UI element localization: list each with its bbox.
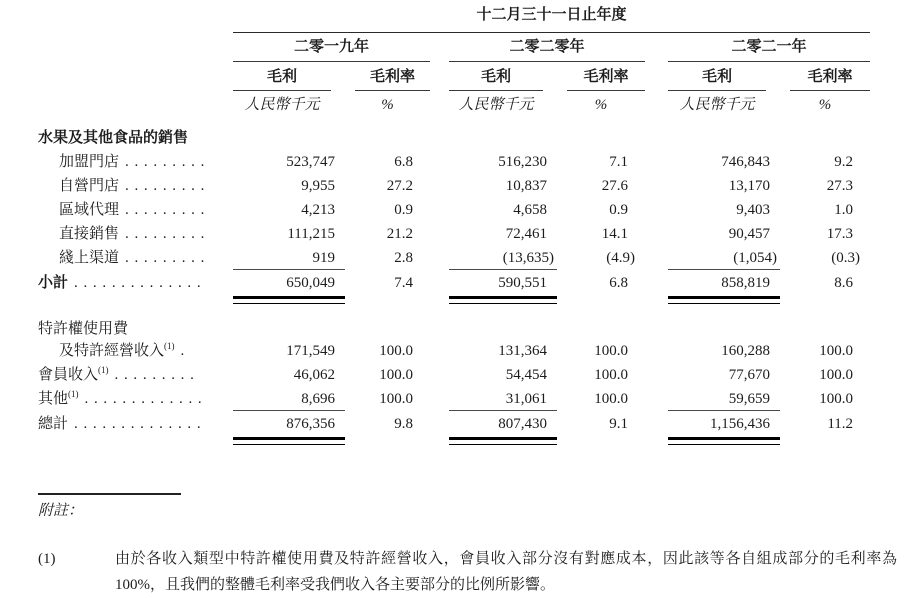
dot-leader: ......... bbox=[114, 367, 200, 383]
subtotal-double-rule-row bbox=[38, 294, 870, 304]
units-row bbox=[38, 91, 870, 125]
row-regional-agency bbox=[38, 197, 870, 221]
cell-2021-margin: (0.3) bbox=[831, 250, 861, 266]
cell-2019-gross-profit: 876,356 bbox=[233, 410, 345, 435]
year-2020: 二零二零年 bbox=[449, 33, 645, 62]
cell-2019-margin: 7.4 bbox=[394, 275, 413, 291]
row-label: 會員收入 bbox=[38, 367, 99, 383]
cell-2020-margin: 7.1 bbox=[609, 154, 628, 170]
cell-2021-gross-profit: 160,288 bbox=[721, 343, 770, 359]
cell-2020-margin: 100.0 bbox=[594, 367, 628, 383]
col-margin-2021: 毛利率 bbox=[790, 62, 870, 91]
row-self-operated-stores bbox=[38, 173, 870, 197]
cell-2019-gross-profit: 8,696 bbox=[301, 391, 335, 407]
row-label: 小計 bbox=[38, 275, 69, 291]
cell-2021-margin: 27.3 bbox=[826, 178, 854, 194]
cell-2020-margin: 100.0 bbox=[594, 343, 628, 359]
cell-2021-gross-profit: (1,054) bbox=[733, 250, 777, 266]
cell-2019-margin: 100.0 bbox=[379, 367, 413, 383]
row-others bbox=[38, 386, 870, 410]
cell-2020-gross-profit: 54,454 bbox=[505, 367, 547, 383]
unit-pct-2021: % bbox=[818, 97, 832, 113]
row-label-line1: 特許權使用費 bbox=[38, 321, 129, 337]
footnote-item bbox=[38, 546, 908, 598]
row-total bbox=[38, 410, 870, 435]
section-header: 水果及其他食品的銷售 bbox=[38, 130, 189, 146]
footnotes-section bbox=[38, 493, 908, 598]
col-margin-2019: 毛利率 bbox=[355, 62, 430, 91]
gross-profit-table bbox=[38, 6, 870, 445]
cell-2020-margin: 100.0 bbox=[594, 391, 628, 407]
cell-2020-gross-profit: 590,551 bbox=[449, 269, 557, 294]
cell-2021-gross-profit: 90,457 bbox=[728, 226, 770, 242]
unit-rmb-2020: 人民幣千元 bbox=[458, 97, 534, 113]
period-header: 十二月三十一日止年度 bbox=[233, 6, 870, 33]
unit-rmb-2019: 人民幣千元 bbox=[244, 97, 320, 113]
footnote-marker: (1) bbox=[38, 551, 56, 567]
cell-2019-margin: 9.8 bbox=[394, 416, 413, 432]
footnote-divider bbox=[38, 493, 181, 495]
cell-2020-margin: 27.6 bbox=[601, 178, 628, 194]
double-rule bbox=[668, 437, 780, 445]
row-label: 其他 bbox=[38, 391, 69, 407]
dot-leader: . bbox=[180, 343, 190, 359]
cell-2021-margin: 1.0 bbox=[834, 202, 854, 218]
footnote-text: 由於各收入類型中特許權使用費及特許經營收入，會員收入部分沒有對應成本，因此該等各自組成部分的毛利率為100%，且我們的整體毛利率受我們收入各主要部分的比例所影響。 bbox=[115, 551, 897, 593]
cell-2019-gross-profit: 4,213 bbox=[301, 202, 335, 218]
dot-leader: ......... bbox=[125, 226, 211, 242]
dot-leader: ......... bbox=[125, 250, 211, 266]
col-gross-profit-2019: 毛利 bbox=[233, 62, 331, 91]
dot-leader: ......... bbox=[125, 202, 211, 218]
cell-2021-margin: 17.3 bbox=[826, 226, 854, 242]
unit-pct-2019: % bbox=[381, 97, 394, 113]
footnote-ref: (1) bbox=[68, 389, 79, 399]
cell-2019-margin: 0.9 bbox=[394, 202, 413, 218]
cell-2021-gross-profit: 1,156,436 bbox=[668, 410, 780, 435]
unit-rmb-2021: 人民幣千元 bbox=[679, 97, 755, 113]
row-label: 總計 bbox=[38, 416, 69, 432]
cell-2021-gross-profit: 9,403 bbox=[736, 202, 770, 218]
cell-2020-gross-profit: 516,230 bbox=[498, 154, 547, 170]
cell-2020-gross-profit: 4,658 bbox=[513, 202, 547, 218]
cell-2019-margin: 6.8 bbox=[394, 154, 413, 170]
double-rule bbox=[449, 437, 557, 445]
double-rule bbox=[233, 296, 345, 304]
cell-2019-gross-profit: 46,062 bbox=[293, 367, 335, 383]
period-header-row bbox=[38, 6, 870, 33]
total-double-rule-row bbox=[38, 435, 870, 445]
cell-2021-gross-profit: 746,843 bbox=[721, 154, 770, 170]
row-section-fruit-food-sales bbox=[38, 125, 870, 149]
dot-leader: ............. bbox=[84, 391, 208, 407]
year-header-row bbox=[38, 33, 870, 62]
footnotes-heading: 附註： bbox=[38, 503, 84, 519]
cell-2021-margin: 100.0 bbox=[819, 343, 854, 359]
row-membership-income bbox=[38, 362, 870, 386]
year-2019: 二零一九年 bbox=[233, 33, 430, 62]
double-rule bbox=[233, 437, 345, 445]
cell-2021-margin: 8.6 bbox=[834, 275, 854, 291]
cell-2019-margin: 100.0 bbox=[379, 343, 413, 359]
cell-2020-gross-profit: (13,635) bbox=[502, 250, 554, 266]
row-subtotal bbox=[38, 269, 870, 294]
cell-2021-margin: 9.2 bbox=[834, 154, 854, 170]
col-gross-profit-2021: 毛利 bbox=[668, 62, 766, 91]
dot-leader: .............. bbox=[74, 416, 207, 432]
row-franchised-stores bbox=[38, 149, 870, 173]
cell-2021-margin: 100.0 bbox=[819, 367, 854, 383]
cell-2019-margin: 100.0 bbox=[379, 391, 413, 407]
dot-leader: ......... bbox=[125, 154, 211, 170]
cell-2019-gross-profit: 171,549 bbox=[286, 343, 335, 359]
cell-2019-margin: 2.8 bbox=[394, 250, 413, 266]
cell-2019-gross-profit: 523,747 bbox=[286, 154, 335, 170]
cell-2020-gross-profit: 131,364 bbox=[498, 343, 547, 359]
unit-pct-2020: % bbox=[594, 97, 608, 113]
cell-2020-margin: (4.9) bbox=[606, 250, 635, 266]
double-rule bbox=[668, 296, 780, 304]
cell-2020-gross-profit: 31,061 bbox=[505, 391, 547, 407]
row-direct-sales bbox=[38, 221, 870, 245]
cell-2019-gross-profit: 9,955 bbox=[301, 178, 335, 194]
footnote-ref: (1) bbox=[164, 341, 175, 351]
row-label: 區域代理 bbox=[59, 202, 120, 218]
footnote-ref: (1) bbox=[98, 365, 109, 375]
cell-2020-gross-profit: 72,461 bbox=[505, 226, 547, 242]
row-online-channels bbox=[38, 245, 870, 269]
cell-2020-gross-profit: 10,837 bbox=[505, 178, 547, 194]
col-gross-profit-2020: 毛利 bbox=[449, 62, 543, 91]
cell-2019-margin: 21.2 bbox=[386, 226, 413, 242]
cell-2021-gross-profit: 77,670 bbox=[728, 367, 770, 383]
row-royalty-and-franchise-income bbox=[38, 318, 870, 362]
col-margin-2020: 毛利率 bbox=[567, 62, 645, 91]
cell-2020-margin: 14.1 bbox=[601, 226, 628, 242]
cell-2021-gross-profit: 59,659 bbox=[728, 391, 770, 407]
cell-2021-gross-profit: 858,819 bbox=[668, 269, 780, 294]
cell-2021-margin: 100.0 bbox=[819, 391, 854, 407]
cell-2019-gross-profit: 650,049 bbox=[233, 269, 345, 294]
cell-2020-margin: 0.9 bbox=[609, 202, 628, 218]
cell-2019-gross-profit: 111,215 bbox=[287, 226, 335, 242]
cell-2019-gross-profit: 919 bbox=[312, 250, 335, 266]
cell-2020-margin: 6.8 bbox=[609, 275, 628, 291]
cell-2020-gross-profit: 807,430 bbox=[449, 410, 557, 435]
row-label: 綫上渠道 bbox=[59, 250, 120, 266]
cell-2020-margin: 9.1 bbox=[609, 416, 628, 432]
year-2021: 二零二一年 bbox=[668, 33, 870, 62]
double-rule bbox=[449, 296, 557, 304]
row-label: 直接銷售 bbox=[59, 226, 120, 242]
cell-2019-margin: 27.2 bbox=[386, 178, 413, 194]
cell-2021-gross-profit: 13,170 bbox=[728, 178, 770, 194]
dot-leader: ......... bbox=[125, 178, 211, 194]
dot-leader: .............. bbox=[74, 275, 207, 291]
row-label: 加盟門店 bbox=[59, 154, 120, 170]
column-header-row bbox=[38, 62, 870, 91]
row-label: 自營門店 bbox=[59, 178, 120, 194]
cell-2021-margin: 11.2 bbox=[827, 416, 854, 432]
row-label-line2: 及特許經營收入 bbox=[59, 343, 165, 359]
